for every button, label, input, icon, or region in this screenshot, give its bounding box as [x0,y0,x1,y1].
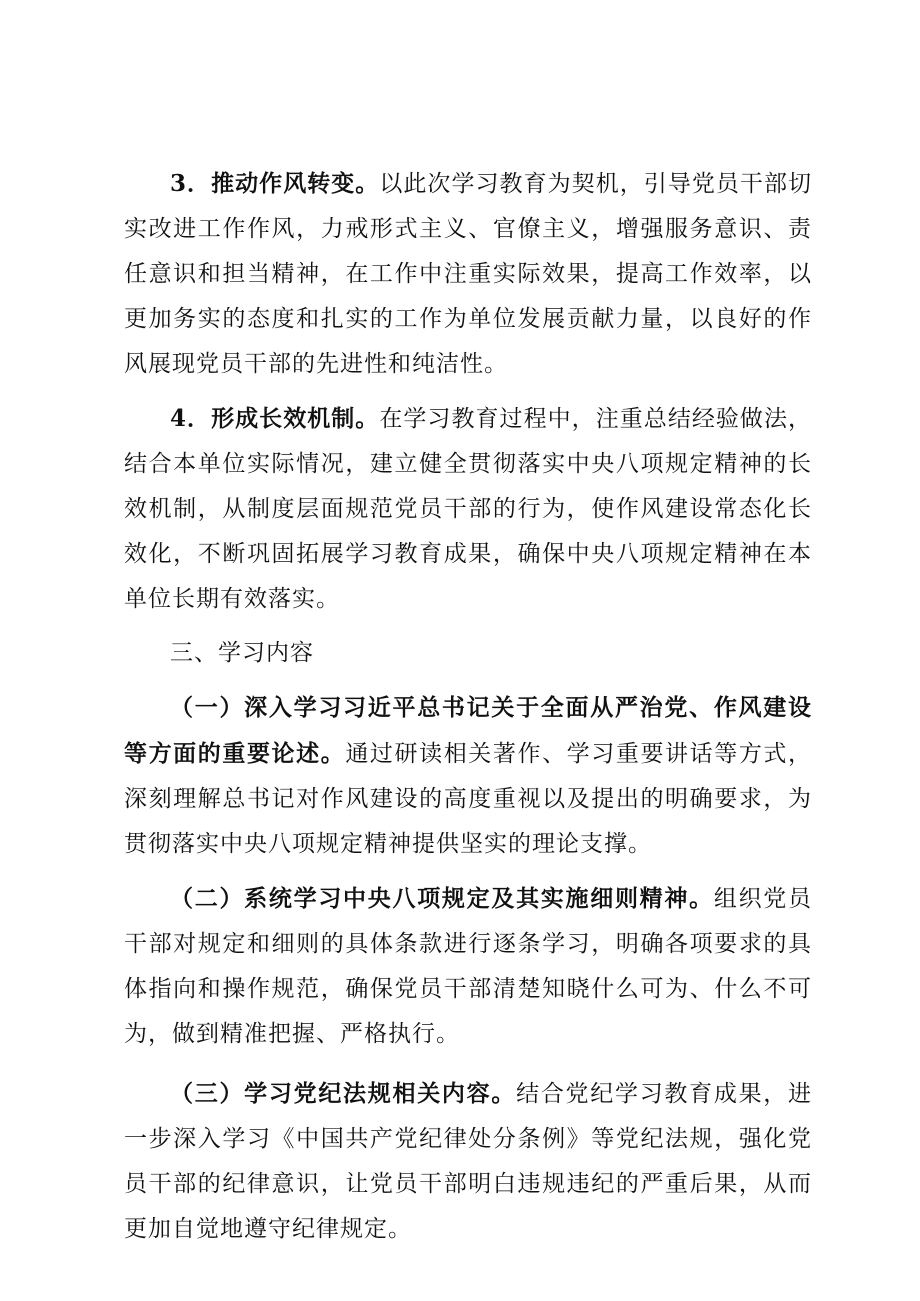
item-study-important-discourse [124,685,812,867]
paragraph-lead: 3．推动作风转变。 [170,170,380,197]
paragraph-long-term-mechanism [124,396,812,622]
item-text: 组织党员干部对规定和细则的具体条款进行逐条学习，明确各项要求的具体指向和操作规范，确保党员干部清楚知晓什么可为、什么不可为，做到精准把握、严格执行。 [124,886,813,1047]
item-study-party-discipline [124,1071,812,1252]
paragraph-lead: 4．形成长效机制。 [170,405,380,432]
item-study-eight-regulations [124,876,812,1057]
paragraph-text: 以此次学习教育为契机，引导党员干部切实改进工作作风，力戒形式主义、官僚主义，增强服务意识、责任意识和担当精神，在工作中注重实际效果，提高工作效率，以更加务实的态度和扎实的工作为单位发展贡献力量，以良好的作风展现党员干部的先进性和纯洁性。 [124,171,813,377]
item-lead: （一）深入学习习近平总书记关于全面从严治党、作风建设等方面的重要论述。 [124,694,812,767]
section-heading-study-content: 三、学习内容 [170,640,314,666]
item-lead: （三）学习党纪法规相关内容。 [170,1080,517,1107]
item-text: 通过研读相关著作、学习重要讲话等方式，深刻理解总书记对作风建设的高度重视以及提出的明确要求，为贯彻落实中央八项规定精神提供坚实的理论支撑。 [124,741,813,857]
paragraph-promote-style-change [124,161,812,387]
item-lead: （二）系统学习中央八项规定及其实施细则精神。 [170,885,714,912]
item-text: 结合党纪学习教育成果，进一步深入学习《中国共产党纪律处分条例》等党纪法规，强化党员干部的纪律意识，让党员干部明白违规违纪的严重后果，从而更加自觉地遵守纪律规定。 [124,1081,813,1242]
document-body [124,161,812,1252]
paragraph-text: 在学习教育过程中，注重总结经验做法，结合本单位实际情况，建立健全贯彻落实中央八项规定精神的长效机制，从制度层面规范党员干部的行为，使作风建设常态化长效化，不断巩固拓展学习教育成果，确保中央八项规定精神在本单位长期有效落实。 [124,406,813,612]
